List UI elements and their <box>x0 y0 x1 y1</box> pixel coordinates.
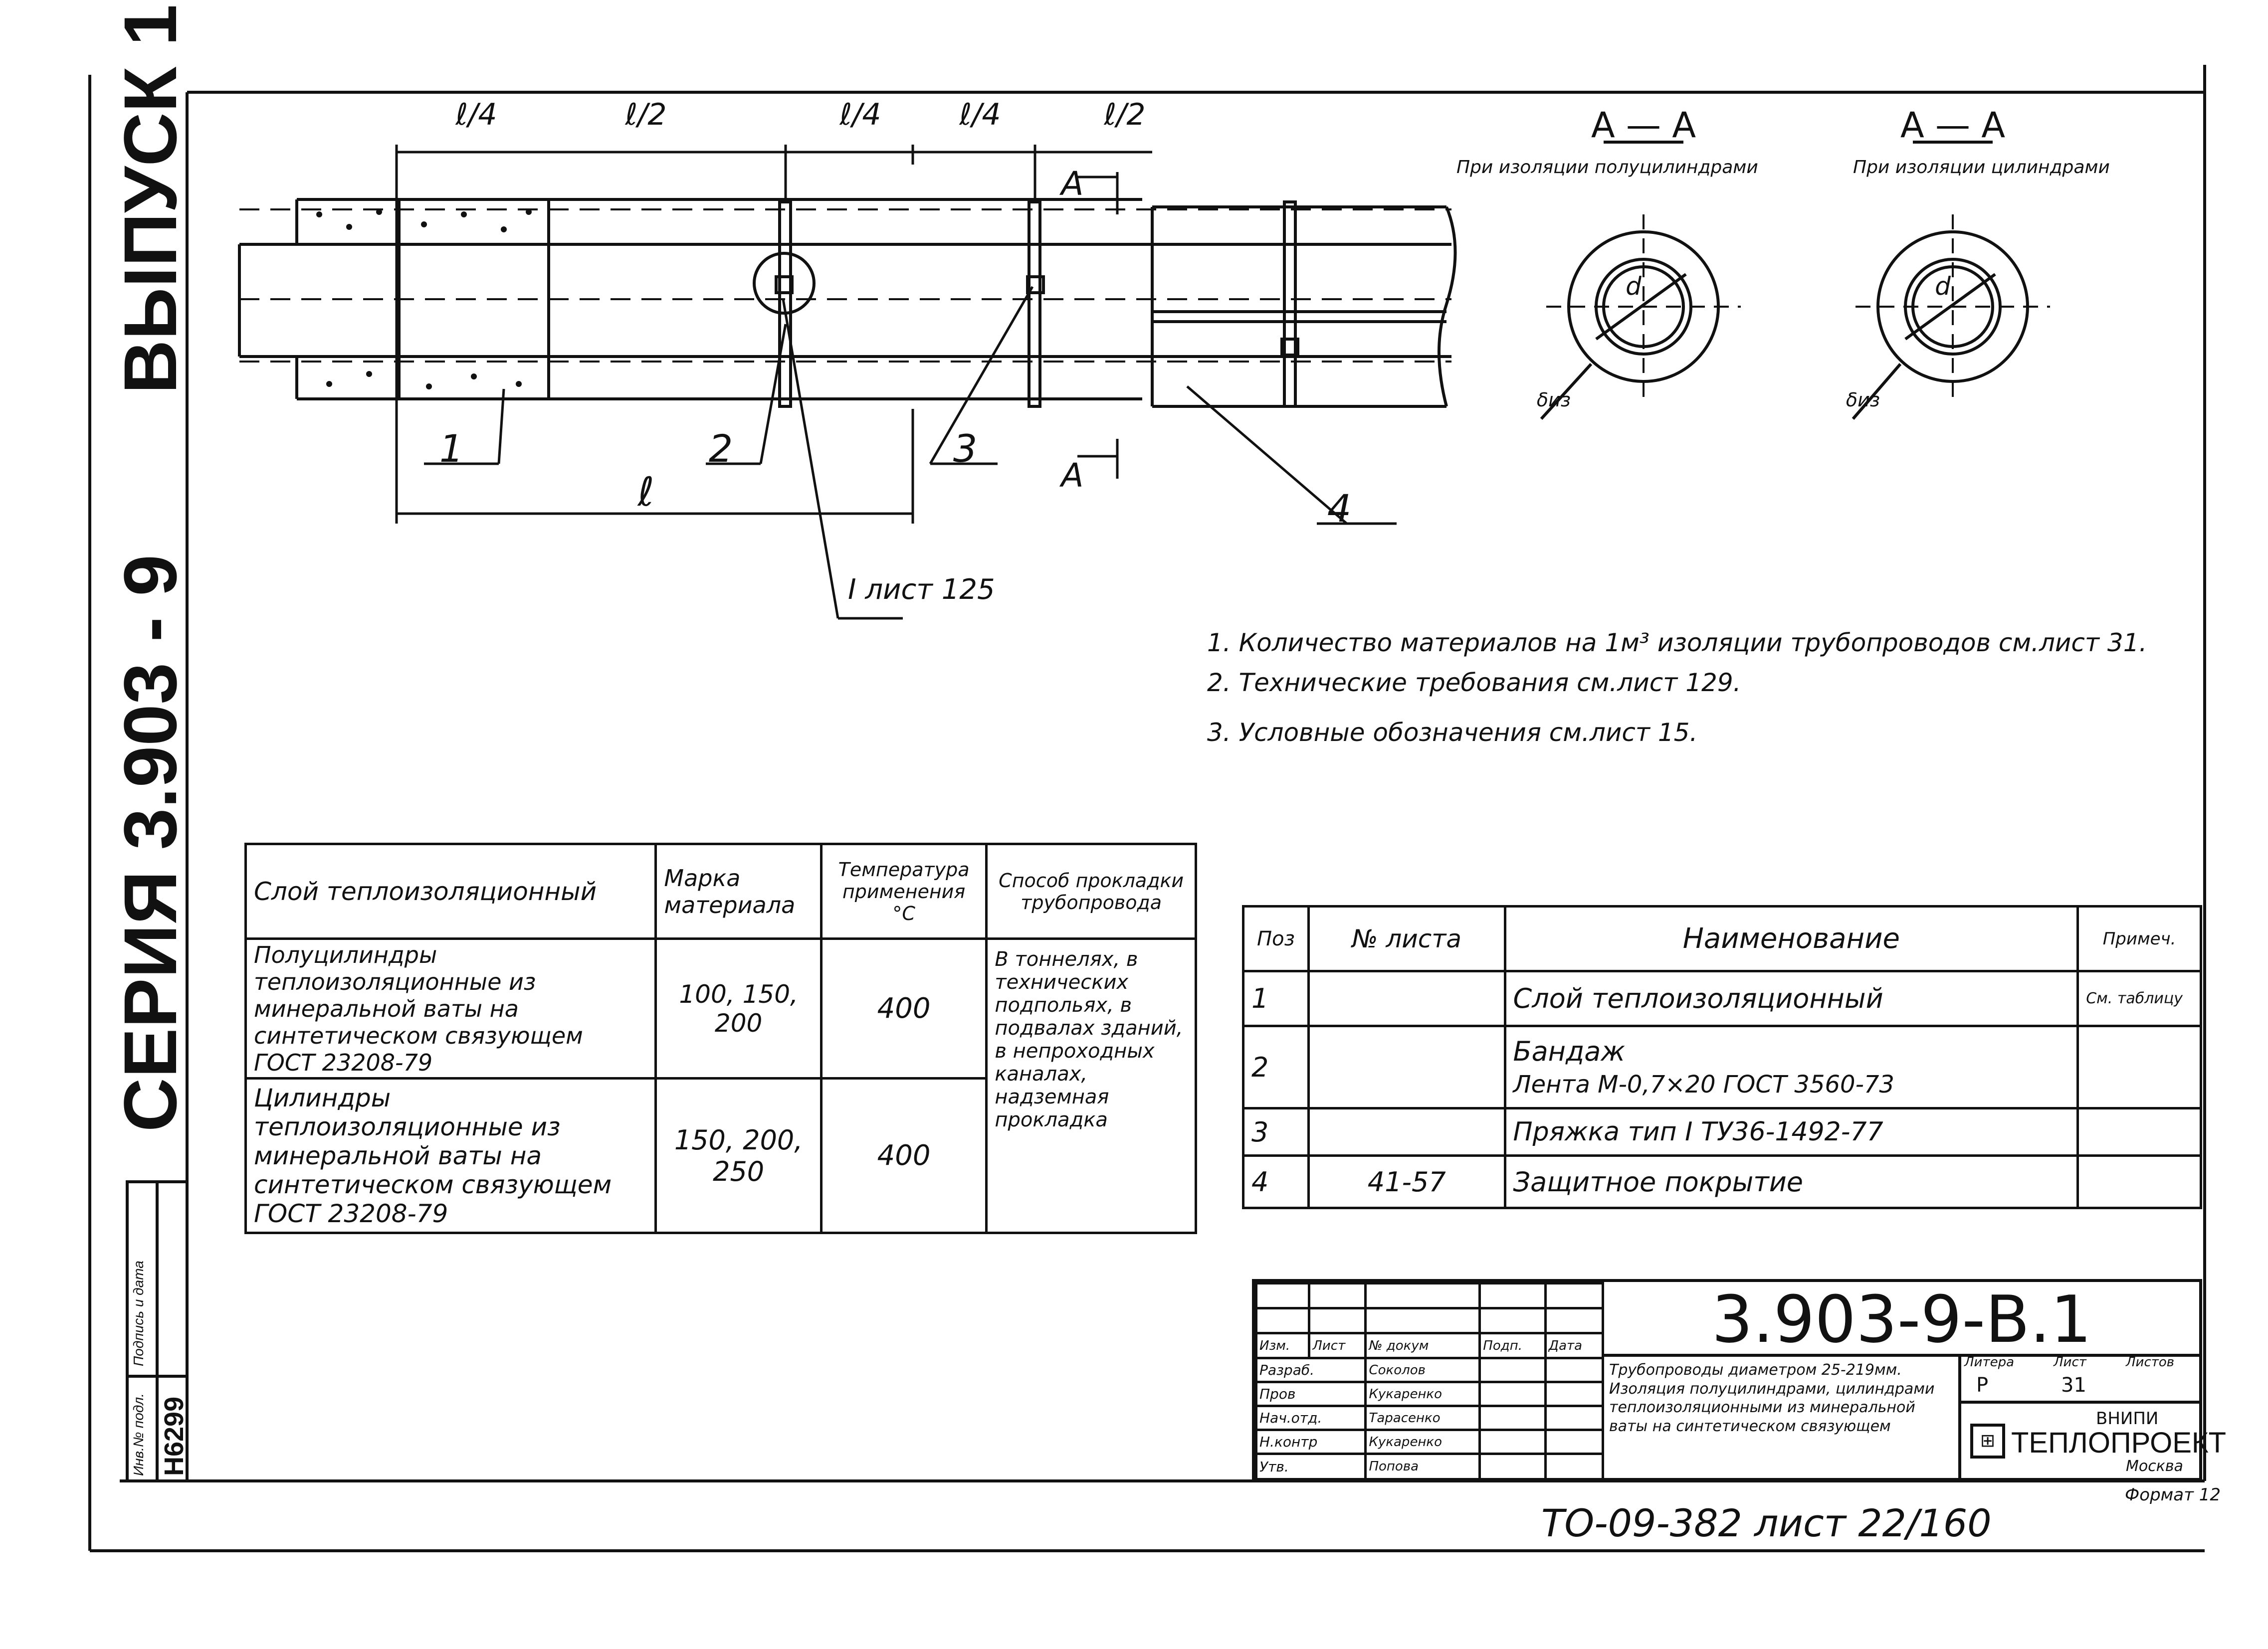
dim-length: ℓ <box>637 469 654 515</box>
section-2-caption: При изоляции цилиндрами <box>1853 157 2110 178</box>
spec-pos-4: 4 <box>1243 1156 1309 1208</box>
org-logo-icon: ⊞ <box>1970 1424 2005 1459</box>
temp-row-2: 400 <box>821 1079 986 1233</box>
col-date: Дата <box>1545 1333 1603 1358</box>
spec-name-3: Пряжка тип I ТУ36-1492-77 <box>1505 1108 2078 1156</box>
format-label: Формат 12 <box>2125 1485 2221 1505</box>
stage-box <box>1958 1354 2199 1404</box>
sign-label: Подпись и дата <box>131 1261 146 1366</box>
spec-pos-2: 2 <box>1243 1026 1309 1108</box>
layer-row-2: Цилиндры теплоизоляционные из минеральной ваты на синтетическом связующем ГОСТ 23208-79 <box>246 1079 656 1233</box>
spec-note-4 <box>2078 1156 2201 1208</box>
col-sign: Подп. <box>1480 1333 1545 1358</box>
spec-pos-3: 3 <box>1243 1108 1309 1156</box>
role-4: Н.контр <box>1256 1430 1366 1454</box>
pipe-elevation <box>239 199 1455 406</box>
dimension-lines <box>397 145 1397 618</box>
section-1-delta: δиз <box>1536 389 1571 411</box>
archive-reference: ТО-09-382 лист 22/160 <box>1541 1501 1992 1545</box>
spec-name-2-detail: Лента М-0,7×20 ГОСТ 3560-73 <box>1513 1070 1894 1099</box>
org-city: Москва <box>2126 1458 2183 1475</box>
inv-number: Н6299 <box>159 1396 189 1476</box>
method-header: Способ прокладки трубопровода <box>987 844 1196 939</box>
spec-sheet-4: 41-57 <box>1308 1156 1505 1208</box>
document-code: 3.903-9-В.1 <box>1604 1282 2199 1357</box>
name-5: Попова <box>1366 1454 1480 1479</box>
detail-reference: I лист 125 <box>848 573 995 606</box>
release-label: ВЫПУСК 1 <box>108 4 192 394</box>
col-izm: Изм. <box>1256 1333 1309 1358</box>
callout-2: 2 <box>708 426 733 471</box>
role-2: Пров <box>1256 1382 1366 1406</box>
layer-row-1: Полуцилиндры теплоизоляционные из минеральной ваты на синтетическом связующем ГОСТ 23208-79 <box>246 939 656 1079</box>
layer-table <box>244 843 1197 1234</box>
document-title: Трубопроводы диаметром 25-219мм. Изоляция полуцилиндрами, цилиндрами теплоизоляционными из минеральной ваты на синтетическом связующем <box>1609 1361 1935 1435</box>
role-1: Разраб. <box>1256 1358 1366 1382</box>
title-block-grid <box>1255 1282 1604 1480</box>
note-3: 3. Условные обозначения см.лист 15. <box>1207 718 1698 747</box>
dim-half-1: ℓ/2 <box>625 97 667 132</box>
spec-note-3 <box>2078 1108 2201 1156</box>
org-name-2: ТЕПЛОПРОЕКТ <box>2011 1427 2227 1459</box>
section-2-title: А — А <box>1900 105 2006 146</box>
spec-name-4: Защитное покрытие <box>1505 1156 2078 1208</box>
sheet-header: № листа <box>1308 907 1505 971</box>
section-mark-top: А <box>1061 165 1084 203</box>
spec-pos-1: 1 <box>1243 971 1309 1026</box>
org-name-1: ВНИПИ <box>2096 1409 2159 1429</box>
name-1: Соколов <box>1366 1358 1480 1382</box>
role-5: Утв. <box>1256 1454 1366 1479</box>
spec-table <box>1242 905 2202 1209</box>
role-3: Нач.отд. <box>1256 1406 1366 1430</box>
spec-sheet-2 <box>1308 1026 1505 1108</box>
org-box <box>1958 1404 2227 1478</box>
temp-row-1: 400 <box>821 939 986 1079</box>
note-1: 1. Количество материалов на 1м³ изоляции трубопроводов см.лист 31. <box>1207 628 2147 657</box>
spec-sheet-1 <box>1308 971 1505 1026</box>
dim-half-2: ℓ/2 <box>1104 97 1146 132</box>
series-label: СЕРИЯ 3.903 - 9 <box>108 554 192 1132</box>
stage-label: Литера <box>1964 1355 2015 1370</box>
temp-header: Температура применения °C <box>821 844 986 939</box>
section-1-title: А — А <box>1591 105 1696 146</box>
col-list: Лист <box>1309 1333 1366 1358</box>
note-header: Примеч. <box>2078 907 2201 971</box>
col-doc: № докум <box>1366 1333 1480 1358</box>
name-2: Кукаренко <box>1366 1382 1480 1406</box>
pos-header: Поз <box>1243 907 1309 971</box>
layer-header: Слой теплоизоляционный <box>246 844 656 939</box>
section-1-caption: При изоляции полуцилиндрами <box>1456 157 1758 178</box>
dim-quarter-1: ℓ/4 <box>455 97 497 132</box>
sheets-label: Листов <box>2126 1355 2175 1370</box>
section-mark-bottom: А <box>1061 456 1084 495</box>
spec-name-2: Бандаж <box>1513 1035 1626 1067</box>
callout-3: 3 <box>953 426 978 471</box>
title-block <box>1252 1279 2227 1481</box>
stage-value: Р <box>1976 1374 1989 1397</box>
spec-note-2 <box>2078 1026 2201 1108</box>
callout-4: 4 <box>1327 486 1352 531</box>
dim-quarter-3: ℓ/4 <box>959 97 1001 132</box>
inv-label: Инв.№ подл. <box>131 1393 146 1476</box>
mark-header: Марка материала <box>656 844 821 939</box>
dim-quarter-2: ℓ/4 <box>839 97 881 132</box>
section-2-d: d <box>1935 272 1951 301</box>
name-4: Кукаренко <box>1366 1430 1480 1454</box>
section-1-d: d <box>1626 272 1642 301</box>
spec-name-2-cell <box>1505 1026 2078 1108</box>
mark-row-2: 150, 200, 250 <box>656 1079 821 1233</box>
method-cell: В тоннелях, в технических подпольях, в подвалах зданий, в непроходных каналах, надземная прокладка <box>987 939 1196 1233</box>
name-3: Тарасенко <box>1366 1406 1480 1430</box>
sheet-label: Лист <box>2054 1355 2086 1370</box>
name-header: Наименование <box>1505 907 2078 971</box>
sheet-value: 31 <box>2061 1374 2086 1397</box>
note-2: 2. Технические требования см.лист 129. <box>1207 668 1741 697</box>
mark-row-1: 100, 150, 200 <box>656 939 821 1079</box>
spec-sheet-3 <box>1308 1108 1505 1156</box>
spec-name-1: Слой теплоизоляционный <box>1505 971 2078 1026</box>
callout-1: 1 <box>439 426 464 471</box>
spec-note-1: См. таблицу <box>2078 971 2201 1026</box>
section-2-delta: δиз <box>1846 389 1880 411</box>
